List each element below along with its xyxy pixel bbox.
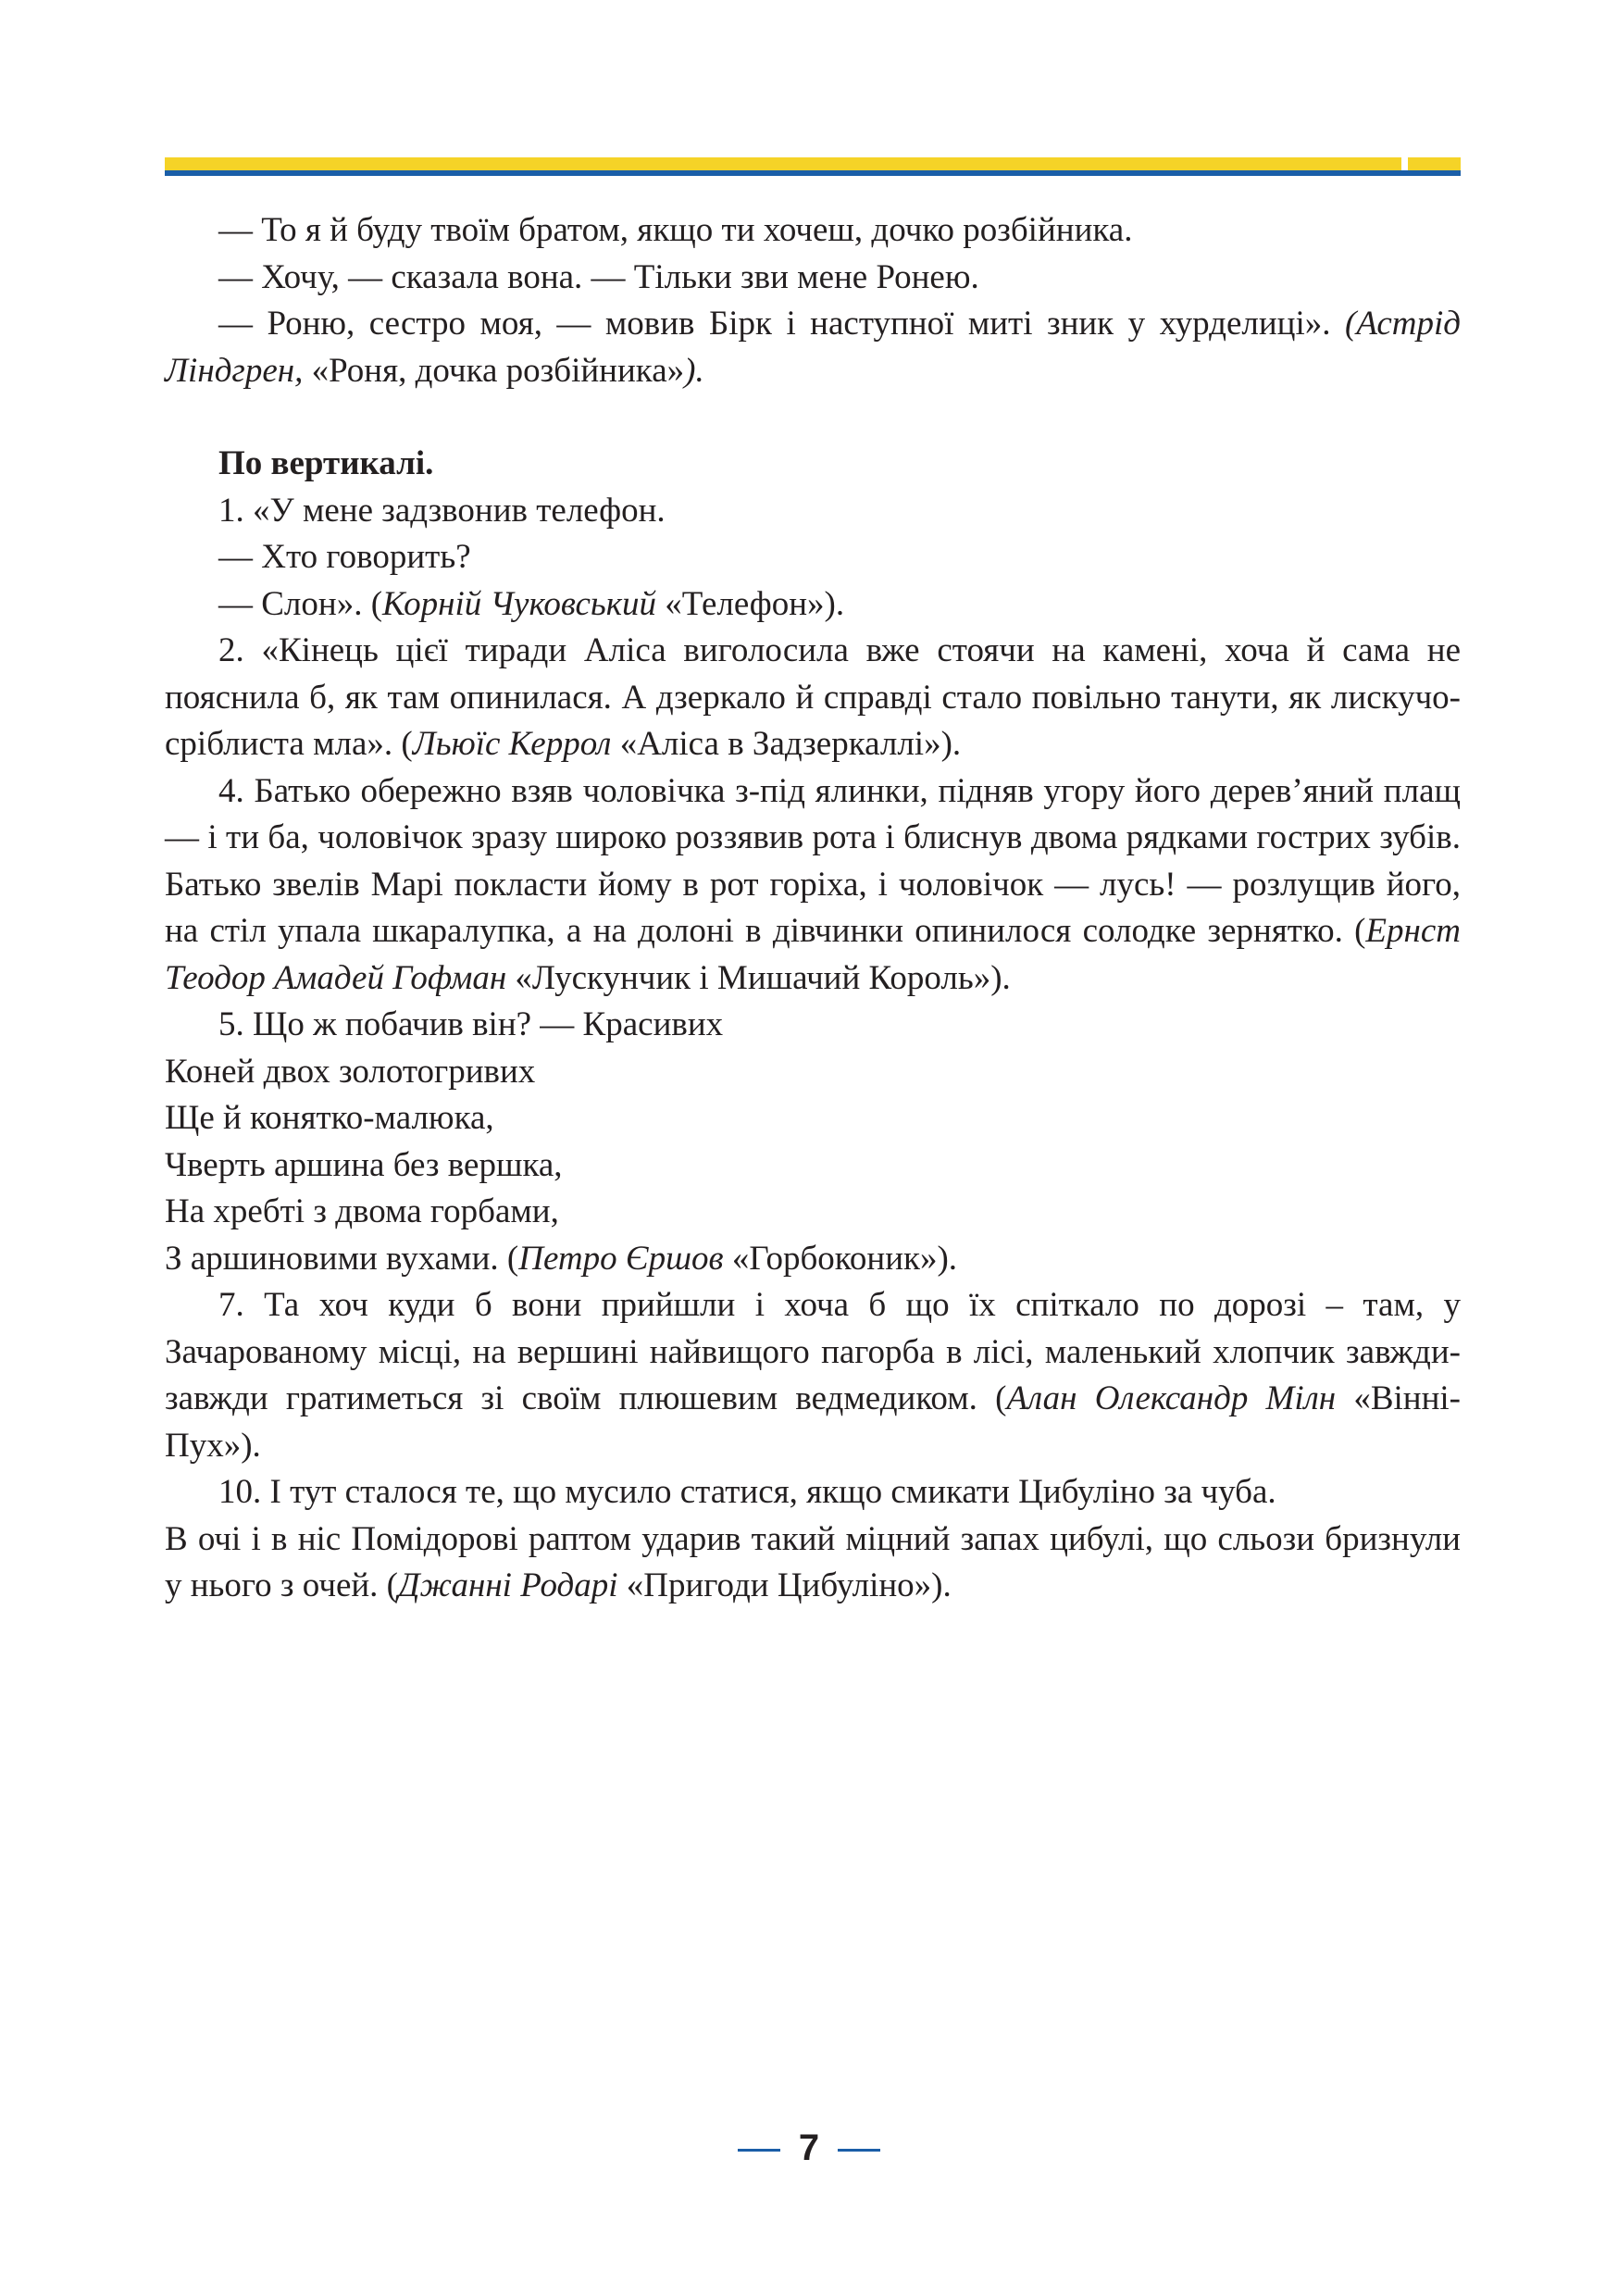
clue-1-title: «Телефон»). [656,584,845,623]
dialogue-line-3 [165,301,1461,394]
clue-1 [165,488,1461,629]
clue-10-line-1: 10. І тут сталося те, що мусило статися, якщо смикати Цибуліно за чуба. [218,1473,1276,1511]
dialogue-line-2: — Хочу, — сказала вона. — Тільки зви мене Ронею. [218,257,979,296]
clue-5-line-5: На хребті з двома горбами, [165,1192,559,1230]
clue-5-line-4: Чверть аршина без вершка, [165,1145,563,1184]
footer-dash-left [738,2149,780,2152]
citation-author-lindgren: (Астрід Ліндгрен, [165,305,1462,390]
footer-dash-right [838,2149,880,2152]
clue-5 [165,1002,1461,1282]
citation-title-ronia: «Роня, дочка розбійника» [311,351,685,390]
section-heading: По вертикалі. [218,444,434,482]
clue-5-line-3: Ще й конятко-малюка, [165,1099,494,1137]
clue-5-line-6 [165,1236,1461,1283]
clue-4-title: «Лускунчик і Мишачий Король»). [506,958,1011,997]
clue-7-text: 7. Та хоч куди б вони прийшли і хоча б що їх спіткало по дорозі – там, у Зачарованому місці, на вершині найвищого пагорба в лісі, маленький хлопчик завжди-завжди гратиметься зі своїм плюшевим ведмедиком. ( [165,1286,1461,1417]
clue-1-author: Корній Чуковський [382,584,657,623]
page-footer [0,2128,1618,2169]
clue-7-title: «Вінні-Пух»). [165,1379,1461,1465]
clue-5-title: «Горбоконик»). [723,1239,958,1278]
dialogue-line-1: — То я й буду твоїм братом, якщо ти хочеш, дочко розбійника. [218,211,1133,249]
header-yellow-stripe [165,157,1401,170]
clue-4-author: Ернст Теодор Амадей Гофман [165,912,1461,997]
clue-2-text: 2. «Кінець цієї тиради Аліса виголосила вже стоячи на камені, хоча й сама не пояснила б, як там опинилася. А дзеркало й справді стало повільно танути, як лискучо-сріблиста мла». ( [165,631,1461,763]
page-number: 7 [798,2128,820,2168]
clue-10-text: В очі і в ніс Помідорові раптом ударив такий міцний запах цибулі, що сльози бризнули у нього з очей. ( [165,1519,1461,1604]
citation-close: ). [684,351,704,390]
clue-5-author: Петро Єршов [518,1239,724,1278]
clue-5-line-1: 5. Що ж побачив він? — Красивих [218,1005,724,1043]
clue-2 [165,628,1461,768]
clue-10-title: «Пригоди Цибуліно»). [617,1566,952,1604]
clue-5-line-2: Коней двох золотогривих [165,1052,536,1091]
clue-7-author: Алан Олександр Мілн [1006,1379,1337,1417]
clue-10-line-2 [165,1516,1461,1610]
clue-10-author: Джанні Родарі [398,1566,618,1604]
clue-4-text: 4. Батько обережно взяв чоловічка з-під ялинки, підняв угору його дерев’яний плащ — і ти ба, чоловічок зразу широко роззявив рота і блиснув двома рядками гострих зубів. Батько звелів Марі покласти йому в рот горіха, і чоловічок — лусь! — розлущив його, на стіл упала шкаралупка, а на долоні в дівчинки опинилося солодке зернятко. ( [165,771,1461,950]
clue-4 [165,768,1461,1003]
dialogue-line-3-text: — Роню, сестро моя, — мовив Бірк і наступної миті зник у хурделиці». [218,305,1331,343]
page-content [165,207,1461,1610]
header-yellow-stripe-end [1408,157,1461,170]
clue-1-line-3 [165,581,1461,629]
clue-2-author: Льюїс Керрол [412,725,612,763]
clue-2-title: «Аліса в Задзеркаллі»). [611,725,962,763]
header-decorative-bar [165,157,1461,178]
clue-7 [165,1282,1461,1469]
clue-10 [165,1469,1461,1610]
clue-1-line-1: 1. «У мене задзвонив телефон. [218,491,666,530]
clue-1-line-2: — Хто говорить? [218,538,471,576]
header-blue-stripe [165,170,1461,176]
clue-1-quote: — Слон». ( [218,584,383,623]
clue-5-quote-end: З аршиновими вухами. ( [165,1239,519,1278]
